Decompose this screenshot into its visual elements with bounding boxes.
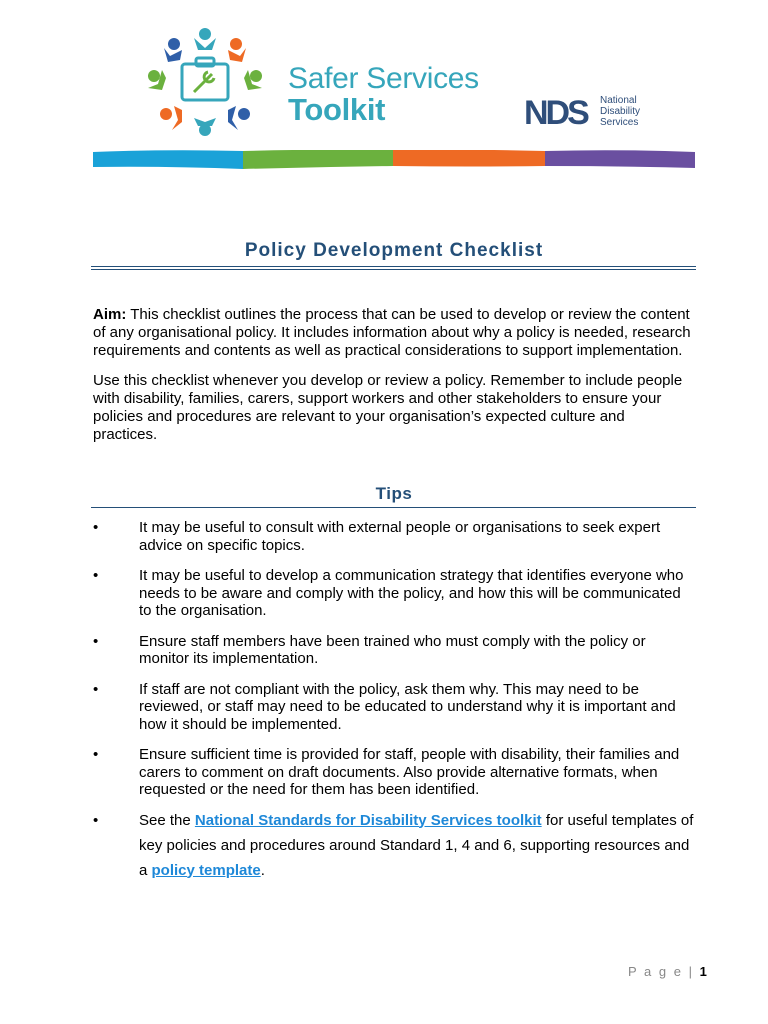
- list-item: [93, 567, 695, 620]
- tips-heading: Tips: [375, 484, 413, 503]
- band-green: [243, 150, 393, 169]
- tips-list: [93, 519, 695, 896]
- bullet: •: [93, 746, 99, 763]
- tip-text: If staff are not compliant with the policy, ask them why. This may need to be reviewed, or staff may need to be educated to understand why it is important and how it should be implemented.: [139, 680, 676, 733]
- band-purple: [545, 150, 695, 168]
- see-prefix: See the: [139, 811, 195, 829]
- aim-label: Aim:: [93, 306, 127, 323]
- tip-text: It may be useful to develop a communication strategy that identifies everyone who needs to be aware and comply with the policy, and how this will be communicated to the organisation.: [139, 567, 684, 619]
- nds-mark-logo: [524, 94, 596, 128]
- use-paragraph: Use this checklist whenever you develop or review a policy. Remember to include people with disability, families, carers, support workers and other stakeholders to ensure your policies and procedures are relevant to your organisation’s expected culture and practices.: [93, 372, 683, 443]
- nds-name-line1: National: [600, 94, 637, 106]
- nds-logo: [524, 94, 640, 128]
- title-rule-bottom: [91, 269, 696, 270]
- bullet: •: [93, 632, 99, 650]
- nds-name: [600, 95, 640, 128]
- page-title: Policy Development Checklist: [244, 240, 544, 261]
- tip-text: Ensure staff members have been trained who must comply with the policy or monitor its implementation.: [139, 632, 646, 667]
- band-orange: [393, 150, 545, 167]
- bullet: •: [93, 811, 99, 829]
- toolbox-icon: [182, 58, 228, 100]
- page-label: P a g e |: [628, 964, 694, 979]
- brand-line1: Safer Services: [288, 62, 479, 95]
- list-item: [93, 808, 695, 883]
- aim-text: This checklist outlines the process that can be used to develop or review the content of any organisational policy. It includes information about why a policy is needed, research requirements and contents as well as practical considerations to support implementation.: [93, 306, 691, 359]
- policy-template-link[interactable]: policy template: [151, 861, 261, 879]
- see-suffix: .: [260, 861, 265, 879]
- title-rule-top: [91, 266, 696, 267]
- nds-mark-text: NDS: [524, 94, 587, 128]
- list-item: [93, 746, 695, 799]
- list-item: [93, 633, 695, 668]
- intro-section: [93, 306, 693, 456]
- tips-rule: [91, 507, 696, 508]
- aim-paragraph: [93, 306, 693, 360]
- page-number: 1: [699, 964, 707, 979]
- color-band: [93, 150, 695, 169]
- tip-text: It may be useful to consult with external people or organisations to seek expert advice on specific topics.: [139, 519, 661, 554]
- page-footer: [628, 964, 707, 979]
- nds-name-line2: Disability: [600, 105, 641, 117]
- see-middle: for useful templates of key policies and procedures around Standard 1, 4 and 6, supporting resources and a: [139, 811, 694, 879]
- list-item: [93, 681, 695, 734]
- national-standards-toolkit-link[interactable]: National Standards for Disability Services toolkit: [194, 811, 542, 829]
- bullet: •: [93, 519, 99, 536]
- bullet: •: [93, 680, 99, 698]
- brand-line2: Toolkit: [288, 92, 386, 127]
- tip-text: Ensure sufficient time is provided for staff, people with disability, their families and carers to comment on draft documents. Also provide alternative formats, when requested or the need for them has been identified.: [139, 746, 680, 798]
- safer-services-logo: [144, 26, 266, 138]
- band-blue: [93, 150, 243, 169]
- brand-title: [288, 64, 479, 126]
- nds-name-line3: Services: [600, 116, 639, 128]
- bullet: •: [93, 567, 99, 584]
- list-item: [93, 519, 695, 554]
